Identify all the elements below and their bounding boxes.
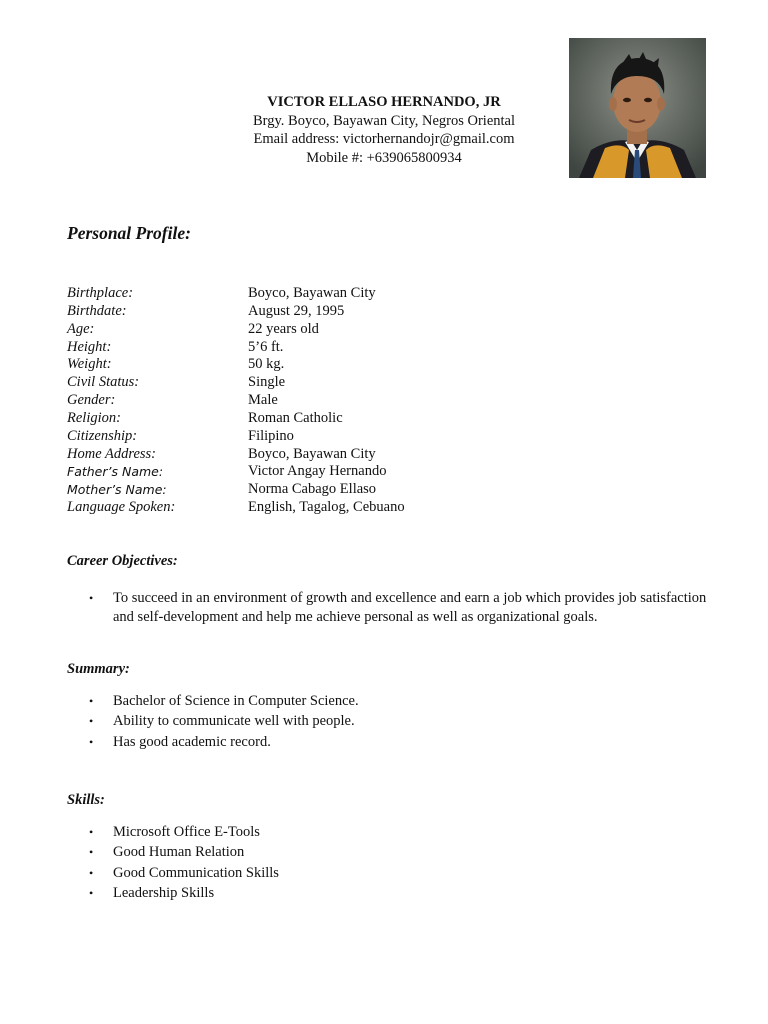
profile-label: Weight: bbox=[67, 356, 112, 373]
profile-value: Norma Cabago Ellaso bbox=[248, 481, 377, 498]
profile-value: 50 kg. bbox=[248, 356, 285, 373]
profile-row bbox=[67, 499, 627, 517]
profile-value: Boyco, Bayawan City bbox=[248, 285, 376, 301]
profile-label: Home Address: bbox=[67, 445, 157, 462]
career-objectives-list bbox=[67, 589, 707, 627]
career-objectives-title: Career Objectives: bbox=[67, 553, 178, 569]
profile-value: 22 years old bbox=[248, 320, 319, 337]
profile-row bbox=[67, 410, 627, 428]
list-item: • Has good academic record. bbox=[67, 732, 359, 752]
profile-label: Mother’s Name: bbox=[67, 482, 167, 498]
profile-row bbox=[67, 463, 627, 481]
profile-label: Citizenship: bbox=[67, 427, 138, 444]
personal-profile-title: Personal Profile: bbox=[67, 223, 191, 243]
list-item: • Bachelor of Science in Computer Science. bbox=[67, 691, 359, 711]
profile-row bbox=[67, 428, 627, 446]
profile-value: Male bbox=[248, 392, 278, 409]
bullet-icon: • bbox=[89, 734, 94, 749]
profile-row bbox=[67, 285, 627, 303]
profile-row bbox=[67, 339, 627, 357]
bullet-icon: • bbox=[89, 885, 94, 900]
profile-label: Religion: bbox=[67, 409, 121, 426]
profile-value: Boyco, Bayawan City bbox=[248, 445, 376, 462]
profile-label: Birthplace: bbox=[67, 285, 134, 301]
profile-value: Filipino bbox=[248, 427, 294, 444]
profile-row bbox=[67, 356, 627, 374]
applicant-email: Email address: victorhernandojr@gmail.com bbox=[253, 131, 515, 147]
profile-label: Age: bbox=[67, 320, 95, 337]
profile-label: Gender: bbox=[67, 392, 116, 409]
list-item: • To succeed in an environment of growth and excellence and earn a job which provides job satisfaction and self-development and help me achieve personal as well as organizational goals. bbox=[89, 590, 707, 625]
profile-value: Victor Angay Hernando bbox=[248, 463, 387, 480]
skills-list bbox=[67, 822, 279, 903]
profile-row bbox=[67, 303, 627, 321]
profile-row bbox=[67, 321, 627, 339]
profile-label: Father’s Name: bbox=[67, 464, 164, 480]
applicant-address: Brgy. Boyco, Bayawan City, Negros Oriental bbox=[252, 112, 516, 129]
list-item: • Leadership Skills bbox=[67, 883, 279, 903]
profile-row bbox=[67, 374, 627, 392]
bullet-icon: • bbox=[89, 845, 94, 860]
profile-row bbox=[67, 446, 627, 464]
list-item: • Ability to communicate well with people. bbox=[67, 711, 359, 731]
profile-row bbox=[67, 481, 627, 499]
skills-title: Skills: bbox=[67, 792, 105, 808]
resume-header bbox=[200, 93, 568, 167]
list-item: • Good Human Relation bbox=[67, 842, 279, 862]
profile-value: English, Tagalog, Cebuano bbox=[248, 499, 405, 516]
profile-label: Civil Status: bbox=[67, 374, 140, 391]
bullet-icon: • bbox=[89, 714, 94, 729]
list-item: • Microsoft Office E-Tools bbox=[67, 822, 279, 842]
summary-list bbox=[67, 691, 359, 752]
bullet-icon: • bbox=[89, 865, 94, 880]
list-item: • Good Communication Skills bbox=[67, 863, 279, 883]
profile-label: Height: bbox=[67, 338, 112, 355]
profile-label: Language Spoken: bbox=[67, 499, 176, 516]
profile-value: August 29, 1995 bbox=[248, 302, 345, 319]
profile-row bbox=[67, 392, 627, 410]
bullet-icon: • bbox=[89, 591, 94, 605]
bullet-icon: • bbox=[89, 825, 94, 839]
summary-title: Summary: bbox=[67, 661, 130, 677]
profile-value: Roman Catholic bbox=[248, 409, 343, 426]
applicant-photo bbox=[569, 38, 706, 178]
profile-value: Single bbox=[248, 374, 286, 391]
applicant-mobile: Mobile #: +639065800934 bbox=[306, 149, 462, 166]
applicant-name: VICTOR ELLASO HERNANDO, JR bbox=[267, 94, 501, 110]
bullet-icon: • bbox=[89, 694, 94, 708]
profile-label: Birthdate: bbox=[67, 302, 127, 319]
profile-value: 5’6 ft. bbox=[248, 338, 284, 355]
personal-profile-table bbox=[67, 285, 627, 517]
